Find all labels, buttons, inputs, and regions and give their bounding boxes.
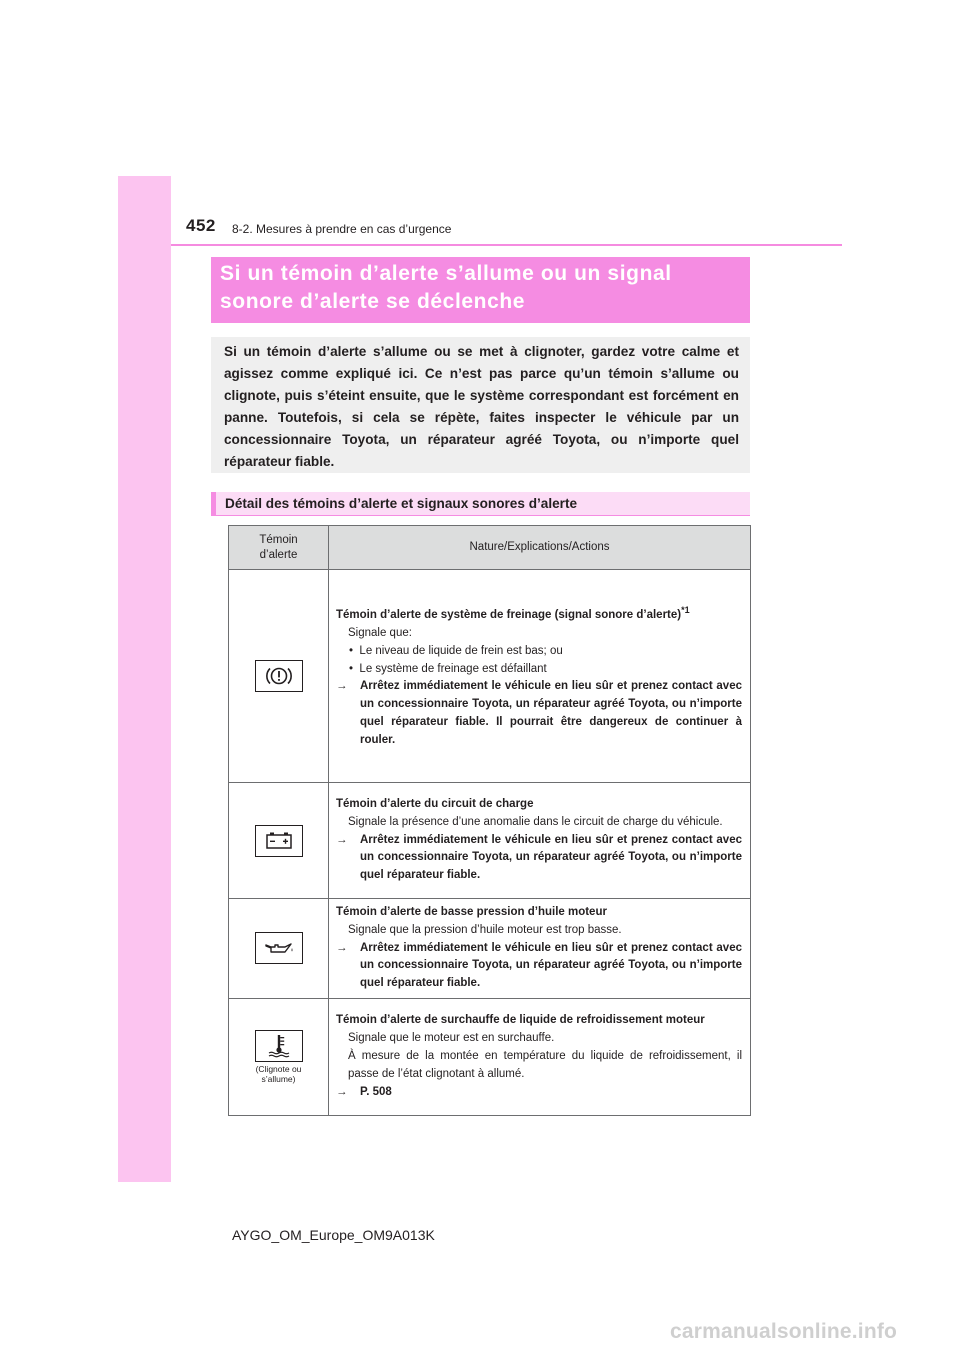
section-label: 8-2. Mesures à prendre en cas d’urgence: [232, 222, 452, 236]
row-title: Témoin d’alerte de surchauffe de liquide de refroidissement moteur: [336, 1014, 705, 1027]
intro-text: Si un témoin d’alerte s’allume ou se met à clignoter, gardez votre calme et agissez comme expliqué ici. Ce n’est pas parce qu’un témoin s’allume ou clignote, puis s’éteint ensuite, que le système correspondant est forcément en panne. Toutefois, si cela se répète, faites inspecter le véhicule par un concessionnaire Toyota, un réparateur agréé Toyota, ou n’importe quel réparateur fiable.: [224, 344, 739, 469]
description-cell: [329, 783, 751, 899]
table-row: [229, 783, 751, 899]
row-title: Témoin d’alerte de basse pression d’huile moteur: [336, 906, 607, 918]
icon-cell: [229, 899, 329, 999]
row-title: Témoin d’alerte de système de freinage (signal sonore d’alerte)$^{*1}$: [336, 605, 690, 622]
row-action: → Arrêtez immédiatement le véhicule en lieu sûr et prenez contact avec un concessionnaire Toyota, un réparateur agréé Toyota, ou n’importe quel réparateur fiable. Il pourrait être dangereux de continuer à rouler.: [336, 680, 742, 746]
page-title-line-1: Si un témoin d’alerte s’allume ou un signal: [220, 262, 672, 285]
description-cell: [329, 998, 751, 1115]
column-header-description: Nature/Explications/Actions: [329, 526, 751, 570]
page-number: 452: [186, 216, 216, 235]
arrow-icon: →: [336, 680, 348, 693]
arrow-icon: →: [336, 1085, 348, 1098]
page-title-line-2: sonore d’alerte se déclenche: [220, 290, 526, 313]
row-body: Signale que la pression d’huile moteur est trop basse.: [348, 923, 622, 936]
table-row: [229, 998, 751, 1115]
row-body: Signale que le moteur est en surchauffe.: [348, 1032, 555, 1045]
subheading: [211, 492, 750, 516]
list-item: • Le niveau de liquide de frein est bas; ou: [349, 644, 563, 657]
description-cell: [329, 570, 751, 783]
row-body: Signale la présence d’une anomalie dans le circuit de charge du véhicule.: [348, 815, 723, 828]
table-row: [229, 570, 751, 783]
icon-note: (Clignote ou s’allume): [255, 1063, 302, 1084]
icon-cell: [229, 998, 329, 1115]
subheading-text: Détail des témoins d’alerte et signaux sonores d’alerte: [225, 496, 578, 511]
row-title: Témoin d’alerte du circuit de charge: [336, 798, 534, 810]
oil-pressure-icon: [255, 932, 303, 964]
page-title-box: [211, 257, 750, 323]
arrow-icon: →: [336, 833, 348, 846]
row-action: → Arrêtez immédiatement le véhicule en lieu sûr et prenez contact avec un concessionnaire Toyota, un réparateur agréé Toyota, ou n’importe quel réparateur fiable.: [336, 833, 742, 882]
intro-box: [211, 337, 750, 473]
side-thumb-band: [118, 176, 171, 1182]
table-row: [229, 899, 751, 999]
description-cell: [329, 899, 751, 999]
coolant-temperature-icon: [255, 1030, 303, 1062]
row-action: → Arrêtez immédiatement le véhicule en lieu sûr et prenez contact avec un concessionnaire Toyota, un réparateur agréé Toyota, ou n’importe quel réparateur fiable.: [336, 941, 742, 990]
row-body: À mesure de la montée en température du liquide de refroidissement, il passe de l’état clignotant à allumé.: [348, 1050, 742, 1080]
row-body: Signale que:: [348, 627, 412, 640]
watermark: carmanualsonline.info: [670, 1320, 898, 1343]
footer-document-code: AYGO_OM_Europe_OM9A013K: [232, 1227, 435, 1243]
column-header-light: Témoin d’alerte: [229, 526, 329, 570]
brake-warning-icon: [255, 660, 303, 692]
table-header-row: [229, 526, 751, 570]
battery-charge-icon: [255, 825, 303, 857]
warning-lights-table: [228, 525, 751, 1116]
list-item: • Le système de freinage est défaillant: [349, 662, 547, 675]
header-rule: [171, 244, 842, 246]
icon-cell: [229, 570, 329, 783]
arrow-icon: →: [336, 941, 348, 954]
icon-cell: [229, 783, 329, 899]
page-reference[interactable]: → P. 508: [336, 1084, 742, 1102]
